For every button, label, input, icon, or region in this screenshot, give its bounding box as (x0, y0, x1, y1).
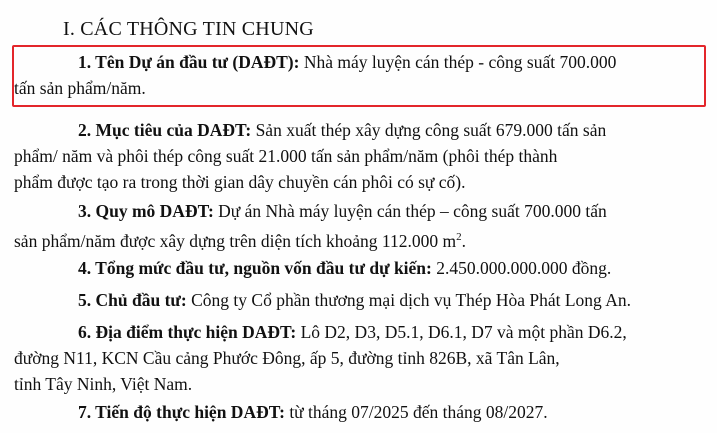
objective-text-3: phẩm được tạo ra trong thời gian dây chuyền cán phôi có sự cố). (14, 172, 466, 192)
investor-text: Công ty Cổ phần thương mại dịch vụ Thép Hòa Phát Long An. (186, 290, 631, 310)
project-name-label: 1. Tên Dự án đầu tư (DAĐT): (78, 52, 300, 72)
schedule-label: 7. Tiến độ thực hiện DAĐT: (78, 402, 285, 422)
scale-text-2: sản phẩm/năm được xây dựng trên diện tích khoảng 112.000 m (14, 230, 457, 251)
project-name-text: Nhà máy luyện cán thép - công suất 700.000 (299, 52, 617, 72)
investment-label: 4. Tổng mức đầu tư, nguồn vốn đầu tư dự kiến: (78, 258, 432, 278)
item-location (14, 319, 704, 397)
item-project-name (14, 49, 704, 101)
objective-label: 2. Mục tiêu của DAĐT: (78, 120, 252, 140)
objective-text-2: phẩm/ năm và phôi thép công suất 21.000 tấn sản phẩm/năm (phôi thép thành (14, 146, 558, 166)
item-investment (14, 255, 704, 281)
objective-text: Sản xuất thép xây dựng công suất 679.000 tấn sản (251, 120, 607, 140)
item-investor (14, 287, 704, 313)
location-text: Lô D2, D3, D5.1, D6.1, D7 và một phần D6.2, (296, 322, 627, 342)
item-schedule (14, 399, 704, 425)
location-text-2: đường N11, KCN Cầu cảng Phước Đông, ấp 5, đường tỉnh 826B, xã Tân Lân, (14, 348, 560, 368)
scale-text: Dự án Nhà máy luyện cán thép – công suất 700.000 tấn (213, 201, 607, 221)
investor-label: 5. Chủ đầu tư: (78, 290, 187, 310)
scale-text-sup: 2 (456, 231, 462, 243)
investment-text: 2.450.000.000.000 đồng. (431, 258, 612, 278)
item-objective (14, 117, 704, 195)
section-heading: I. CÁC THÔNG TIN CHUNG (63, 18, 314, 40)
location-text-3: tỉnh Tây Ninh, Việt Nam. (14, 374, 193, 394)
location-label: 6. Địa điểm thực hiện DAĐT: (78, 322, 297, 342)
schedule-text: từ tháng 07/2025 đến tháng 08/2027. (284, 402, 548, 422)
item-scale (14, 198, 704, 254)
scale-text-end: . (461, 230, 467, 251)
scale-label: 3. Quy mô DAĐT: (78, 201, 214, 221)
project-name-text-2: tấn sản phẩm/năm. (14, 78, 146, 98)
